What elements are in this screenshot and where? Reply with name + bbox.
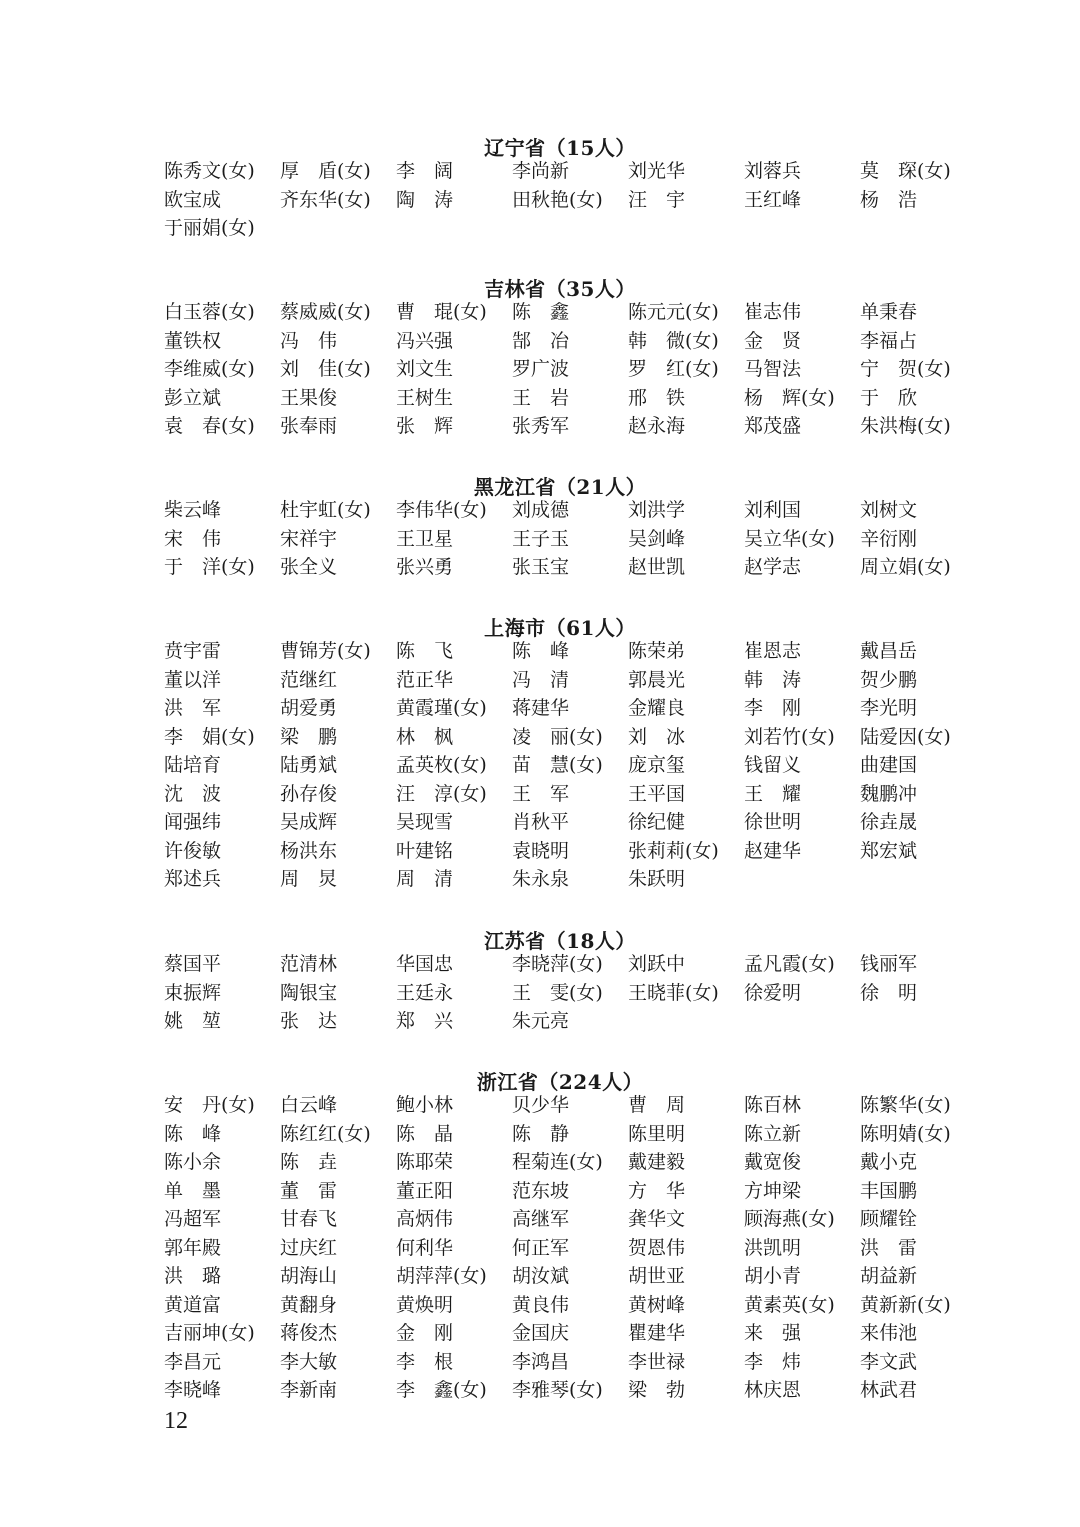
name-entry: 彭立斌 [164,386,222,409]
name-entry: 范继红 [280,668,338,691]
section-title: 江苏省（18人） [484,929,636,953]
name-entry: 洪凯明 [744,1236,802,1259]
name-entry: 张奉雨 [280,415,338,437]
section-title: 上海市（61人） [484,616,636,640]
name-entry: 李世禄 [628,1350,686,1373]
name-entry: 华国忠 [396,953,454,975]
name-entry: 黄素英(女) [744,1293,835,1316]
name-entry: 王卫星 [396,527,454,550]
name-entry: 张全义 [280,556,338,578]
name-entry: 朱永泉 [512,868,570,890]
name-entry: 徐世明 [744,811,802,833]
name-entry: 赵建华 [744,839,802,862]
name-entry: 陈里明 [628,1122,686,1145]
name-entry: 单 墨 [164,1179,222,1202]
name-entry: 陈红红(女) [280,1122,371,1145]
name-entry: 刘洪学 [628,499,686,521]
section-title: 吉林省（35人） [484,277,636,301]
name-entry: 陈 峰 [164,1122,222,1145]
name-entry: 周立娟(女) [860,556,951,578]
name-entry: 胡益新 [860,1265,918,1287]
name-entry: 张兴勇 [396,556,454,578]
name-entry: 来 强 [744,1322,802,1344]
name-entry: 李晓萍(女) [512,953,603,975]
name-entry: 于丽娟(女) [164,217,255,239]
name-entry: 单秉春 [860,301,918,323]
name-entry: 庞京玺 [628,754,686,776]
name-entry: 吴成辉 [280,811,338,833]
name-entry: 刘树文 [860,499,918,521]
name-entry: 王平国 [628,782,686,805]
name-entry: 杨洪东 [280,839,338,862]
name-entry: 刘若竹(女) [744,725,835,748]
name-entry: 苗 慧(女) [512,754,603,776]
name-entry: 程菊连(女) [512,1151,603,1173]
name-entry: 赵学志 [744,556,802,578]
name-entry: 李新南 [280,1379,338,1401]
name-entry: 方 华 [628,1179,686,1202]
name-entry: 郭晨光 [628,668,686,691]
name-entry: 李晓峰 [164,1379,222,1401]
name-entry: 胡汝斌 [512,1265,570,1287]
name-entry: 郑宏斌 [860,839,918,862]
name-entry: 陆爱因(女) [860,725,951,748]
name-entry: 吴立华(女) [744,527,835,550]
name-entry: 王 雯(女) [512,981,603,1004]
name-entry: 鲍小林 [396,1094,454,1116]
page-number: 12 [164,1408,188,1434]
name-entry: 蒋建华 [512,697,570,719]
name-entry: 陶 涛 [396,188,454,211]
name-entry: 崔志伟 [744,301,802,323]
name-entry: 吴剑峰 [628,527,686,550]
name-entry: 范正华 [396,668,454,691]
name-entry: 柴云峰 [164,499,222,521]
name-entry: 李 娟(女) [164,725,255,748]
name-entry: 范清林 [280,953,338,975]
name-entry: 黄焕明 [396,1293,454,1316]
name-entry: 黄良伟 [512,1293,570,1316]
name-entry: 陈耶荣 [396,1151,454,1173]
name-entry: 白玉蓉(女) [164,301,255,323]
name-entry: 胡世亚 [628,1265,686,1287]
name-entry: 凌 丽(女) [512,725,603,748]
name-entry: 黄道富 [164,1293,222,1316]
name-entry: 陈百林 [744,1094,802,1116]
name-entry: 何利华 [396,1236,454,1259]
name-entry: 吉丽坤(女) [164,1322,255,1344]
name-entry: 陈 静 [512,1122,570,1145]
name-entry: 陈荣弟 [628,640,686,662]
name-entry: 钱丽军 [860,953,918,975]
name-entry: 胡海山 [280,1265,338,1287]
name-entry: 王 军 [512,782,570,805]
section-title: 浙江省（224人） [476,1070,644,1094]
name-entry: 董铁权 [164,329,222,352]
name-entry: 王树生 [396,386,454,409]
name-entry: 徐纪健 [628,811,686,833]
name-entry: 张玉宝 [512,556,570,578]
name-entry: 孟英枚(女) [396,754,487,776]
name-entry: 方坤梁 [744,1179,802,1202]
name-entry: 马智法 [744,358,802,380]
name-entry: 袁 春(女) [164,415,255,437]
name-entry: 李福占 [860,329,918,352]
name-entry: 杨 辉(女) [744,386,835,409]
name-entry: 冯 清 [512,668,570,691]
name-entry: 胡小青 [744,1265,802,1287]
name-entry: 厚 盾(女) [280,160,371,182]
name-entry: 陈 飞 [396,640,454,662]
name-entry: 朱元亮 [512,1010,570,1032]
name-entry: 洪 璐 [164,1265,222,1287]
name-entry: 罗 红(女) [628,358,719,380]
name-entry: 梁 勃 [628,1379,686,1401]
name-entry: 崔恩志 [744,640,802,662]
name-entry: 李尚新 [512,160,570,182]
name-entry: 郑 兴 [396,1010,454,1032]
name-entry: 叶建铭 [396,839,454,862]
name-entry: 陈秀文(女) [164,160,255,182]
name-entry: 董以洋 [164,668,222,691]
name-entry: 曹锦芳(女) [280,640,371,662]
name-entry: 董 雷 [280,1179,338,1202]
name-entry: 戴宽俊 [744,1151,802,1173]
name-entry: 陈小余 [164,1151,222,1173]
name-entry: 杜宇虹(女) [280,499,371,521]
name-entry: 王红峰 [744,188,802,211]
name-entry: 郜 冶 [512,329,570,352]
name-entry: 于 欣 [860,386,918,409]
name-entry: 徐 明 [860,981,918,1004]
name-entry: 朱洪梅(女) [860,415,951,437]
name-entry: 李昌元 [164,1350,222,1373]
name-entry: 杨 浩 [860,188,918,211]
name-entry: 钱留义 [744,754,802,776]
name-entry: 林武君 [860,1379,918,1401]
name-entry: 刘 冰 [628,725,686,748]
name-entry: 宋祥宇 [280,527,338,550]
name-entry: 安 丹(女) [164,1094,255,1116]
name-entry: 辛衍刚 [860,527,918,550]
name-entry: 莫 琛(女) [860,160,951,182]
name-entry: 蔡国平 [164,953,222,975]
name-entry: 何正军 [512,1236,570,1259]
name-entry: 蒋俊杰 [280,1322,338,1344]
name-entry: 刘成德 [512,499,570,521]
name-entry: 范东坡 [512,1179,570,1202]
name-entry: 李维威(女) [164,358,255,380]
name-entry: 蔡威威(女) [280,301,371,323]
name-entry: 胡萍萍(女) [396,1265,487,1287]
name-entry: 顾海燕(女) [744,1208,835,1230]
name-entry: 陈 鑫 [512,301,570,323]
name-entry: 陈繁华(女) [860,1094,951,1116]
name-entry: 金 贤 [744,329,802,352]
name-entry: 刘跃中 [628,953,686,975]
name-entry: 陈 晶 [396,1122,454,1145]
name-entry: 罗广波 [512,358,570,380]
name-entry: 戴建毅 [628,1151,686,1173]
name-entry: 王廷永 [396,981,454,1004]
name-entry: 李 根 [396,1350,454,1373]
name-entry: 欧宝成 [164,188,222,211]
name-entry: 戴小克 [860,1151,918,1173]
name-entry: 白云峰 [280,1094,338,1116]
name-entry: 肖秋平 [512,811,570,833]
name-entry: 王果俊 [280,386,338,409]
name-entry: 黄霞瑾(女) [396,697,487,719]
name-entry: 刘蓉兵 [744,160,802,182]
name-entry: 李 炜 [744,1350,802,1373]
name-entry: 洪 军 [164,697,222,719]
name-entry: 汪 宇 [628,188,686,211]
name-entry: 周 炅 [280,868,338,890]
name-entry: 黄新新(女) [860,1293,951,1316]
name-entry: 龚华文 [628,1208,686,1230]
name-entry: 徐垚晟 [860,811,918,833]
name-entry: 冯兴强 [396,329,454,352]
name-entry: 宁 贺(女) [860,358,951,380]
name-entry: 洪 雷 [860,1236,918,1259]
name-entry: 贝少华 [512,1094,570,1116]
name-entry: 孟凡霞(女) [744,953,835,975]
name-entry: 束振辉 [164,981,222,1004]
name-entry: 黄翻身 [280,1293,338,1316]
name-entry: 李 鑫(女) [396,1379,487,1401]
name-entry: 张 达 [280,1010,338,1032]
name-entry: 袁晓明 [512,839,570,862]
name-entry: 王 耀 [744,782,802,805]
name-entry: 李伟华(女) [396,499,487,521]
name-entry: 高继军 [512,1208,570,1230]
name-entry: 陶银宝 [280,981,338,1004]
name-entry: 陈 垚 [280,1151,338,1173]
name-entry: 陈元元(女) [628,301,719,323]
name-entry: 李大敏 [280,1350,338,1373]
name-entry: 闻强纬 [164,811,222,833]
name-entry: 来伟池 [860,1322,918,1344]
name-entry: 田秋艳(女) [512,188,603,211]
name-entry: 韩 微(女) [628,329,719,352]
name-entry: 李 阔 [396,160,454,182]
name-entry: 郭年殿 [164,1236,222,1259]
name-entry: 刘光华 [628,160,686,182]
name-entry: 朱跃明 [628,868,686,890]
name-entry: 徐爱明 [744,981,802,1004]
name-entry: 曹 琨(女) [396,301,487,323]
name-entry: 董正阳 [396,1179,454,1202]
name-entry: 姚 堃 [164,1010,222,1032]
name-entry: 宋 伟 [164,527,222,550]
name-entry: 陈 峰 [512,640,570,662]
name-entry: 赵永海 [628,415,686,437]
name-entry: 贺少鹏 [860,668,918,691]
name-entry: 金耀良 [628,697,686,719]
name-entry: 贲宇雷 [164,640,222,662]
name-entry: 甘春飞 [280,1208,338,1230]
name-entry: 周 清 [396,868,454,890]
name-entry: 金 刚 [396,1322,454,1344]
name-entry: 冯超军 [164,1208,222,1230]
name-entry: 高炳伟 [396,1208,454,1230]
name-entry: 贺恩伟 [628,1236,686,1259]
section-title: 黑龙江省（21人） [473,475,647,499]
name-entry: 孙存俊 [280,782,338,805]
name-entry: 李 刚 [744,697,802,719]
name-entry: 刘 佳(女) [280,358,371,380]
name-entry: 瞿建华 [628,1322,686,1344]
name-entry: 林庆恩 [744,1379,802,1401]
name-entry: 林 枫 [396,725,454,748]
name-entry: 梁 鹏 [280,725,338,748]
name-entry: 曹 周 [628,1094,686,1116]
name-entry: 郑述兵 [164,868,222,890]
section-title: 辽宁省（15人） [484,136,636,160]
name-entry: 陈立新 [744,1122,802,1145]
name-entry: 胡爱勇 [280,697,338,719]
name-entry: 冯 伟 [280,329,338,352]
name-entry: 金国庆 [512,1322,570,1344]
name-entry: 陈明婧(女) [860,1122,951,1145]
name-entry: 魏鹏冲 [860,782,918,805]
name-entry: 沈 波 [164,782,222,805]
name-entry: 刘利国 [744,499,802,521]
name-entry: 过庆红 [280,1236,338,1259]
name-entry: 郑茂盛 [744,415,802,437]
name-entry: 王子玉 [512,527,570,550]
name-entry: 赵世凯 [628,556,686,578]
name-entry: 陆培育 [164,754,222,776]
name-entry: 张莉莉(女) [628,839,719,862]
name-entry: 王晓菲(女) [628,981,719,1004]
name-entry: 张秀军 [512,415,570,437]
name-entry: 韩 涛 [744,668,802,691]
name-entry: 戴昌岳 [860,640,918,662]
name-entry: 李鸿昌 [512,1350,570,1373]
name-entry: 张 辉 [396,415,454,437]
name-entry: 汪 淳(女) [396,782,487,805]
name-entry: 刘文生 [396,358,454,380]
name-entry: 李光明 [860,697,918,719]
name-entry: 黄树峰 [628,1293,686,1316]
name-entry: 李文武 [860,1350,918,1373]
name-entry: 吴现雪 [396,811,454,833]
name-entry: 曲建国 [860,754,918,776]
name-entry: 邢 铁 [628,386,686,409]
name-entry: 丰国鹏 [860,1179,918,1202]
name-entry: 顾耀铨 [860,1208,918,1230]
name-entry: 齐东华(女) [280,188,371,211]
name-entry: 于 洋(女) [164,556,255,578]
name-entry: 王 岩 [512,386,570,409]
name-entry: 陆勇斌 [280,754,338,776]
name-entry: 李雅琴(女) [512,1379,603,1401]
name-entry: 许俊敏 [164,839,222,862]
